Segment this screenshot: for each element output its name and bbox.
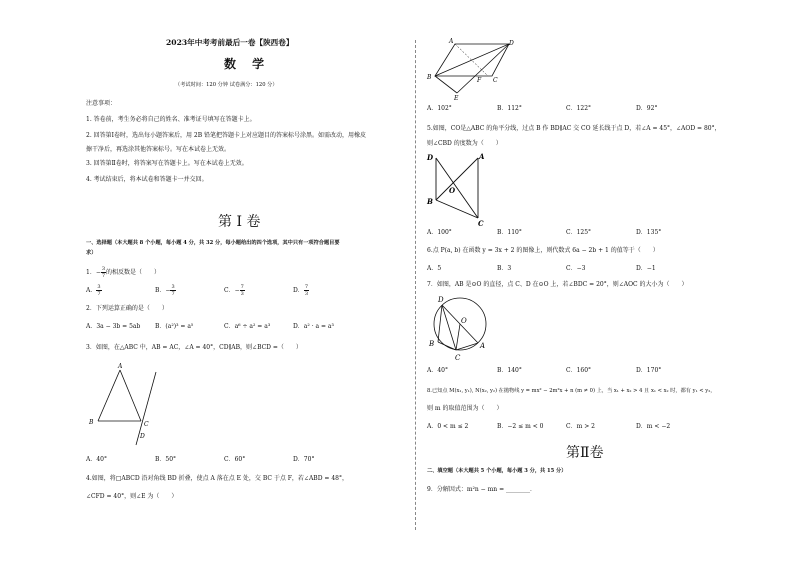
question-2: 2．下列运算正确的是（ ） [86,305,168,312]
q4-label-a: A [449,38,454,45]
question-6: 6.点 P(a, b) 在函数 y = 3x + 2 的图像上，则代数式 6a − 2b + 1 的值等于（ ） [427,247,659,254]
q4-label-f: F [477,77,482,84]
exam-meta: （考试时间：120 分钟 试卷满分：120 分） [175,82,278,88]
q7-option-b[interactable]: B．140° [497,367,522,374]
q6-option-a[interactable]: A．5 [427,265,442,272]
q3-label-b: B [89,419,94,426]
question-4: 4.如图，将□ABCD 沿对角线 BD 折叠，使点 A 落在点 E 处，交 BC 于点 F，若∠ABD = 48°， [86,475,348,482]
q6-option-c[interactable]: C．−3 [566,265,586,272]
notice-item-3: 3. 回答第Ⅱ卷时，将答案写在答题卡上。写在本试卷上无效。 [86,160,248,167]
question-1: 1．− $\frac{3}{7}$ 的相反数是（ ） [86,266,161,279]
q1-option-d[interactable]: D． $\frac{7}{3}$ [293,284,308,297]
q5-option-a[interactable]: A．100° [427,229,452,236]
question-7: 7．如图，AB 是⊙O 的直径，点 C、D 在⊙O 上，若∠BDC = 20°，则∠AOC 的大小为（ ） [427,281,688,288]
notice-item-2-cont: 擦干净后，再选涂其他答案标号。写在本试卷上无效。 [86,146,231,153]
q5-option-d[interactable]: D．135° [636,229,662,236]
part2-section: 二、填空题（本大题共 5 个小题，每小题 3 分，共 15 分） [427,468,567,474]
exam-title: 2023年中考考前最后一卷【陕西卷】 [166,38,294,47]
question-4-cont: ∠CFD = 40°，则∠E 为（ ） [86,493,178,500]
q4-label-e: E [454,95,459,102]
q4-parallelogram-figure [425,38,525,100]
q5-label-o: O [449,186,456,195]
part1-section: 一、选择题（本大题共 8 个小题，每小题 4 分，共 32 分，每小题给出的四个选项，其中只有一项符合题目要 [86,240,340,246]
q7-label-o: O [461,317,467,325]
q5-option-c[interactable]: C．125° [566,229,592,236]
question-3: 3．如图，在△ABC 中，AB = AC，∠A = 40°，CD∥AB，则∠BCD =（ ） [86,344,302,351]
q3-label-a: A [118,363,123,370]
question-5-cont: 则∠CBD 的度数为（ ） [427,140,502,147]
q2-option-b[interactable]: B．(a²)³ = a⁵ [155,323,194,330]
q2-option-a[interactable]: A．3a − 3b = 5ab [86,323,141,330]
part1-section-cont: 求） [86,250,97,256]
question-9: 9．分解因式：m²n − mn = ________． [427,486,537,493]
q4-option-d[interactable]: D．92° [636,105,658,112]
q2-option-c[interactable]: C．a⁶ ÷ a² = a³ [224,323,271,330]
q7-label-b: B [429,340,435,348]
q6-option-d[interactable]: D．−1 [636,265,656,272]
q7-option-d[interactable]: D．170° [636,367,662,374]
q3-option-a[interactable]: A．40° [86,456,107,463]
q4-option-c[interactable]: C．122° [566,105,592,112]
notice-item-4: 4. 考试结束后，将本试卷和答题卡一并交回。 [86,176,208,183]
question-8: 8.已知点 M(x₁, y₁), N(x₂, y₂) 在抛物线 y = mx² − 2m²x + n (m ≠ 0) 上，当 x₁ + x₂ > 4 且 x₁ < x₂ 时，都有 y₁ < y₂， [427,388,716,394]
q7-option-c[interactable]: C．160° [566,367,592,374]
q2-option-d[interactable]: D．a² · a = a³ [293,323,334,330]
q3-label-c: C [144,421,149,428]
q1-option-a[interactable]: A． $\frac{3}{7}$ [86,284,101,297]
part1-title: 第 Ⅰ 卷 [218,214,261,230]
notice-item-2: 2. 回答第Ⅰ卷时，选出每小题答案后，用 2B 铅笔把答题卡上对应题目的答案标号涂黑。如需改动，用橡皮 [86,132,367,139]
q8-option-a[interactable]: A．0 < m ≤ 2 [427,423,469,430]
question-8-cont: 则 m 的取值范围为（ ） [427,405,503,412]
q8-option-b[interactable]: B．−2 ≤ m < 0 [497,423,544,430]
q5-label-b: B [427,197,433,206]
q5-figure [426,150,496,228]
subject-title: 数 学 [224,57,271,71]
q4-label-d: D [509,40,514,47]
notice-heading: 注意事项： [86,100,117,107]
q3-label-d: D [140,433,145,440]
notice-item-1: 1. 答卷前，考生务必将自己的姓名、准考证号填写在答题卡上。 [86,116,256,123]
q5-label-d: D [427,153,434,162]
question-5: 5.如图，CO是△ABC 的角平分线，过点 B 作 BD∥AC 交 CO 延长线于点 D，若∠A = 45°，∠AOD = 80°， [427,125,721,132]
q3-option-d[interactable]: D．70° [293,456,315,463]
q7-circle-figure [428,292,488,364]
q1-option-b[interactable]: B．− $\frac{3}{7}$ [155,284,175,297]
q7-label-a: A [480,342,486,350]
q3-option-c[interactable]: C．60° [224,456,246,463]
q5-label-a: A [479,152,485,161]
q7-label-c: C [455,354,461,362]
q4-label-c: C [493,77,498,84]
q3-triangle-figure [86,360,166,450]
q4-option-b[interactable]: B．112° [497,105,522,112]
q5-label-c: C [478,219,484,228]
q4-option-a[interactable]: A．102° [427,105,452,112]
q3-option-b[interactable]: B．50° [155,456,177,463]
q5-option-b[interactable]: B．110° [497,229,522,236]
part2-title: 第Ⅱ卷 [566,445,604,461]
q1-option-c[interactable]: C．− $\frac{7}{3}$ [224,284,244,297]
q4-label-b: B [427,74,432,81]
q7-label-d: D [438,296,444,304]
column-divider [415,40,416,530]
q8-option-d[interactable]: D．m < −2 [636,423,671,430]
q7-option-a[interactable]: A．40° [427,367,448,374]
q6-option-b[interactable]: B．3 [497,265,512,272]
q8-option-c[interactable]: C．m > 2 [566,423,595,430]
